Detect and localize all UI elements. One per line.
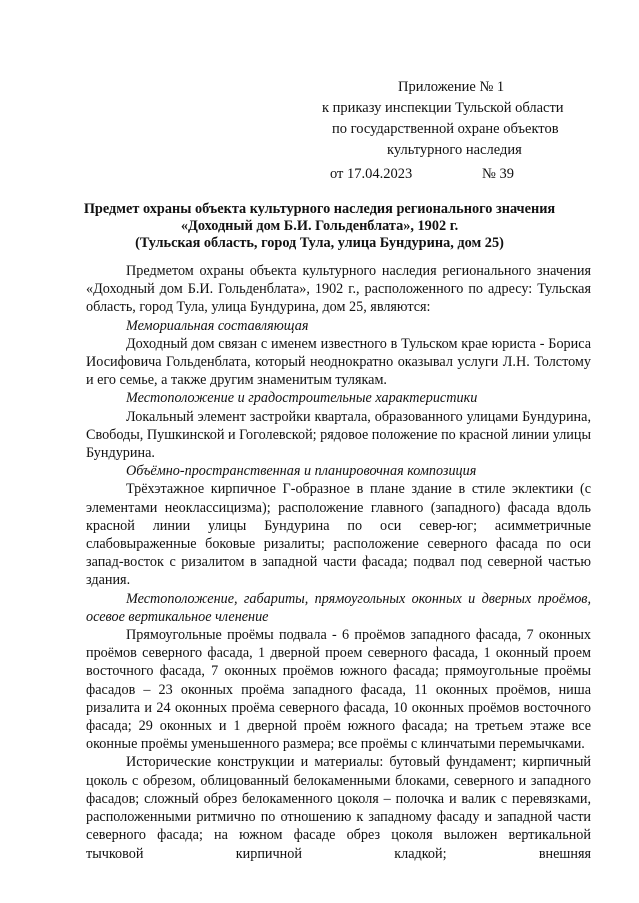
document-title-line3: (Тульская область, город Тула, улица Бундурина, дом 25) [135, 235, 504, 251]
section-heading: Местоположение, габариты, прямоугольных оконных и дверных проёмов, осевое вертикальное членение [86, 590, 591, 625]
section-heading: Объёмно-пространственная и планировочная композиция [126, 463, 477, 480]
section-paragraph: Трёхэтажное кирпичное Г-образное в плане здание в стиле эклектики (с элементами неоклассицизма); расположение главного (западного) фасада вдоль красной линии улицы Бундурина по оси север-юг; асимметричные слабовыраженные боковые ризалиты; расположение северного фасада по оси запад-восток с ризалитом в западной части фасада; подвал под северной частью здания. [86, 481, 591, 589]
order-reference-line2: по государственной охране объектов [332, 121, 559, 137]
section-paragraph: Доходный дом связан с именем известного в Тульском крае юриста - Бориса Иосифовича Гольденблата, который неоднократно оказывал услуги Л.Н. Толстому и его семье, а также другим знаменитым тулякам. [86, 335, 591, 389]
appendix-label: Приложение № 1 [398, 79, 505, 95]
intro-paragraph: Предметом охраны объекта культурного наследия регионального значения «Доходный дом Б.И. Гольденблата», 1902 г., расположенного по адресу: Тульская область, город Тула, улица Бундурина, дом 25, являются: [86, 263, 591, 316]
section-paragraph: Прямоугольные проёмы подвала - 6 проёмов западного фасада, 7 оконных проёмов северного фасада, 1 дверной проем северного фасада, 1 оконный проем восточного фасада, 7 оконных проёмов южного фасада; прямоугольные проёмы фасадов – 23 оконных проёма западного фасада, 11 оконных проёмов, ниша ризалита и 24 оконных проёма северного фасада, 10 оконных проёмов восточного фасада; 29 оконных и 1 дверной проём южного фасада; на третьем этаже все оконные проёмы уменьшенного размера; все проёмы с клинчатыми перемычками. [86, 627, 591, 753]
order-reference-line3: культурного наследия [387, 142, 522, 158]
section-paragraph: Исторические конструкции и материалы: бутовый фундамент; кирпичный цоколь с обрезом, облицованный белокаменными блоками, северного и западного фасадов; сложный обрез белокаменного цоколя – полочка и валик с перевязками, расположенными ритмично по отношению к западному фасаду и западной части северного фасада; на южном фасаде обрез цоколя выложен вертикальной тычковой кирпичной кладкой; внешняя [86, 754, 591, 862]
document-body [86, 262, 591, 863]
order-number: № 39 [482, 166, 514, 182]
document-title-line2: «Доходный дом Б.И. Гольденблата», 1902 г. [180, 218, 459, 234]
document-title-line1: Предмет охраны объекта культурного наследия регионального значения [83, 201, 556, 217]
order-reference: к приказу инспекции Тульской области [322, 100, 564, 116]
section-heading: Мемориальная составляющая [126, 317, 309, 334]
order-date: от 17.04.2023 [330, 166, 413, 182]
section-heading: Местоположение и градостроительные характеристики [126, 390, 478, 407]
section-paragraph: Локальный элемент застройки квартала, образованного улицами Бундурина, Свободы, Пушкинской и Гоголевской; рядовое положение по красной линии улицы Бундурина. [86, 408, 591, 462]
